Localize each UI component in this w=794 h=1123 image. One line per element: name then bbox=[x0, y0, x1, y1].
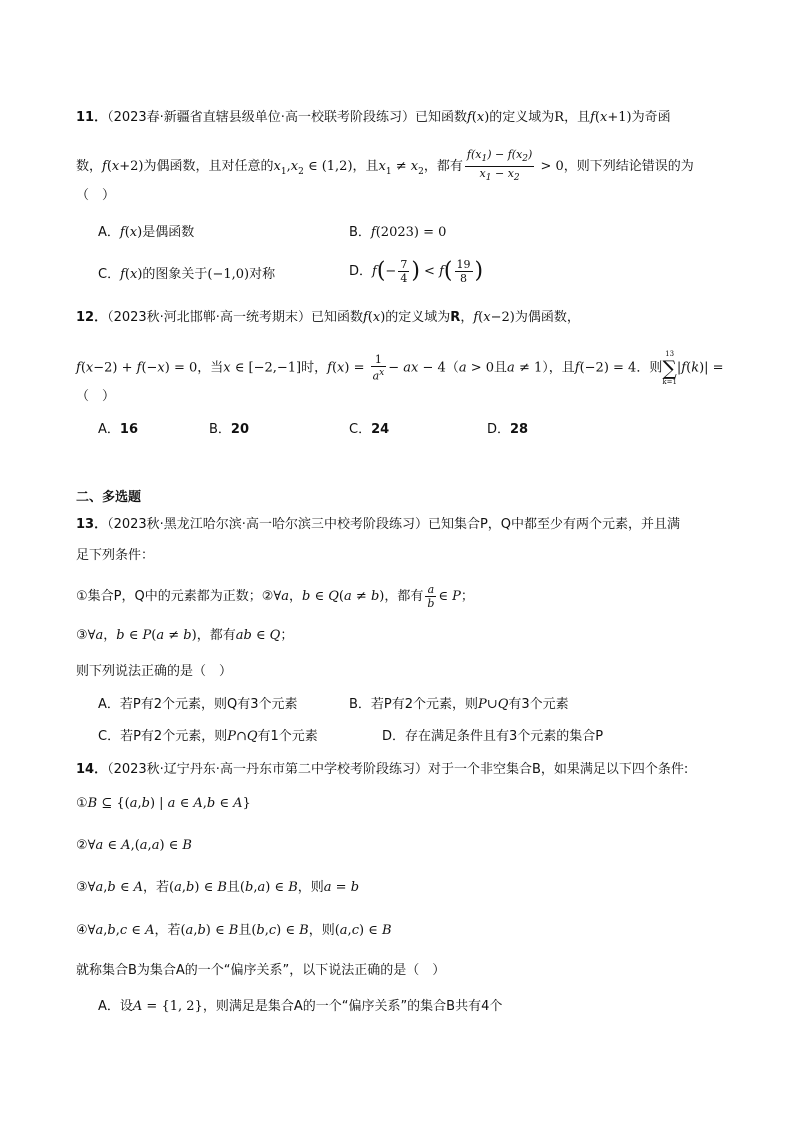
q12-option-d[interactable]: D．28 bbox=[487, 422, 529, 437]
q11-source: （2023春·新疆省直辖县级单位·高一校联考阶段练习） bbox=[107, 110, 415, 125]
q13-ask: 则下列说法正确的是（ ） bbox=[76, 664, 233, 679]
q13-source: （2023秋·黑龙江哈尔滨·高一哈尔滨三中校考阶段练习） bbox=[107, 517, 428, 532]
q14-source: （2023秋·辽宁丹东·高一丹东市第二中学校考阶段练习） bbox=[107, 762, 428, 777]
summation-symbol: 13 ∑ k=1 bbox=[662, 350, 677, 386]
q13-option-b[interactable]: B．若P有2个元素，则P∪Q有3个元素 bbox=[349, 697, 569, 712]
q13-option-a[interactable]: A．若P有2个元素，则Q有3个元素 bbox=[98, 697, 298, 712]
q12-paren: （ ） bbox=[76, 389, 116, 404]
q12-option-c[interactable]: C．24 bbox=[349, 422, 390, 437]
q13-option-c[interactable]: C．若P有2个元素，则P∩Q有1个元素 bbox=[98, 729, 318, 744]
q14-line1: 14．（2023秋·辽宁丹东·高一丹东市第二中学校考阶段练习）对于一个非空集合B，如果满足以下四个条件: bbox=[76, 762, 689, 777]
section-title-multi-choice: 二、多选题 bbox=[76, 490, 142, 505]
q11-option-d[interactable]: D．f(− $\frac{7}{4}$ ) < f( $\frac{19}{8}$ ) bbox=[349, 258, 484, 285]
q12-option-a[interactable]: A．16 bbox=[98, 422, 138, 437]
q11-option-b[interactable]: B．f(2023) = 0 bbox=[349, 225, 447, 240]
q13-option-d[interactable]: D．存在满足条件且有3个元素的集合P bbox=[382, 729, 604, 744]
q11-option-c[interactable]: C．f(x)的图象关于(−1,0)对称 bbox=[98, 267, 276, 282]
q14-condition-3: ③∀a,b ∈ A，若(a,b) ∈ B且(b,a) ∈ B，则a = b bbox=[76, 880, 360, 895]
q11-line1: 11．（2023春·新疆省直辖县级单位·高一校联考阶段练习）已知函数f(x)的定义域为R，且f(x+1)为奇函 bbox=[76, 110, 671, 125]
q12-source: （2023秋·河北邯郸·高一统考期末） bbox=[107, 310, 311, 325]
q13-condition-3: ③∀a，b ∈ P(a ≠ b)，都有ab ∈ Q； bbox=[76, 628, 294, 643]
q13-line1: 13．（2023秋·黑龙江哈尔滨·高一哈尔滨三中校考阶段练习）已知集合P，Q中都至少有两个元素，并且满 bbox=[76, 517, 681, 532]
q14-option-a[interactable]: A．设A = {1, 2}，则满足是集合A的一个“偏序关系”的集合B共有4个 bbox=[98, 999, 503, 1014]
q11-option-a[interactable]: A．f(x)是偶函数 bbox=[98, 225, 195, 240]
q12-option-b[interactable]: B．20 bbox=[209, 422, 250, 437]
q14-condition-4: ④∀a,b,c ∈ A，若(a,b) ∈ B且(b,c) ∈ B，则(a,c) ∈ B bbox=[76, 923, 392, 938]
q11-paren: （ ） bbox=[76, 188, 116, 203]
q13-line2: 足下列条件： bbox=[76, 548, 155, 563]
q13-condition-1-2: ①集合P，Q中的元素都为正数；②∀a，b ∈ Q(a ≠ b)，都有 $\frac{a}{b}$ ∈ P； bbox=[76, 583, 474, 610]
q14-condition-2: ②∀a ∈ A,(a,a) ∈ B bbox=[76, 838, 192, 853]
q12-line1: 12．（2023秋·河北邯郸·高一统考期末）已知函数f(x)的定义域为R，f(x−2)为偶函数， bbox=[76, 310, 580, 325]
q11-line2: 数，f(x+2)为偶函数，且对任意的$x_1,x_2$ ∈ (1,2)，且$x_1 \ne x_2$，都有 $\frac{f(x_1) - f(x_2)}{x_1 - x_2}$ > 0，则下列结论错误的为 bbox=[76, 148, 694, 184]
q14-condition-1: ①B ⊆ {(a,b) | a ∈ A,b ∈ A} bbox=[76, 796, 251, 811]
q12-line2: f(x−2) + f(−x) = 0，当x ∈ [−2,−1]时，f(x) = $\frac{1}{a^x}$ − ax − 4（a > 0且a ≠ 1），且f(−2) = 4．则 13 ∑ k=1 |f(k)| = bbox=[76, 350, 724, 386]
q11-fraction: $\frac{f(x_1) - f(x_2)}{x_1 - x_2}$ bbox=[466, 148, 533, 184]
q14-conclusion: 就称集合B为集合A的一个“偏序关系”，以下说法正确的是（ ） bbox=[76, 963, 446, 978]
